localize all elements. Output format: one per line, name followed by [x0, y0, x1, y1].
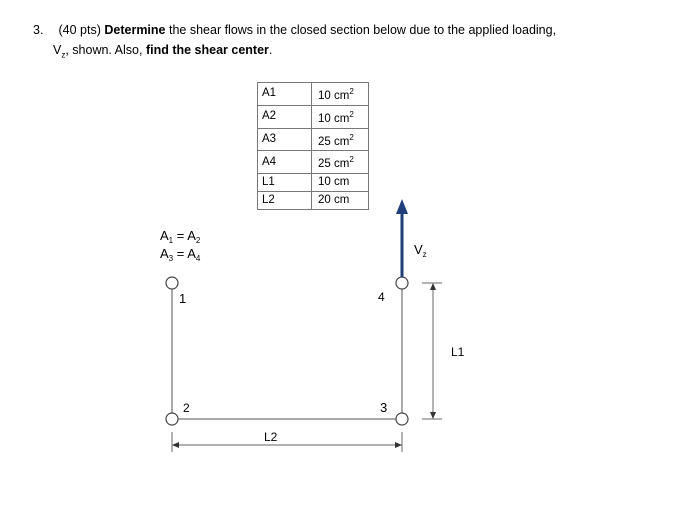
load-label: $V_z$: [414, 242, 427, 259]
boom-3-label: 3: [380, 400, 388, 415]
keyword-determine: Determine: [104, 23, 166, 37]
property-value-text: 20 cm: [318, 194, 350, 207]
unit-superscript: 2: [349, 109, 354, 119]
area-relation-1: $A_1 = A_2$: [160, 228, 201, 245]
load-symbol: V: [53, 43, 62, 57]
boom-2-label: 2: [183, 401, 190, 415]
l2-arrow-left: [172, 442, 179, 448]
boom-2: [166, 413, 178, 425]
boom-4-label: 4: [378, 290, 385, 304]
property-value-text: 10 cm: [318, 176, 350, 189]
unit-superscript: 2: [349, 87, 354, 96]
boom-3: [396, 413, 408, 425]
area-relation-2: $A_3 = A_4$: [160, 246, 201, 263]
property-value-text: 10 cm: [318, 112, 350, 125]
property-key: L2: [258, 192, 312, 210]
property-key: A2: [258, 105, 312, 128]
load-subscript: z: [61, 50, 66, 60]
load-arrow-head: [396, 199, 408, 214]
property-value-text: 25 cm: [318, 158, 350, 171]
problem-text-2: , shown. Also,: [65, 43, 143, 57]
boom-1-label: 1: [179, 291, 187, 306]
l2-arrow-right: [395, 442, 402, 448]
l2-dim-label: L2: [264, 430, 278, 444]
l1-arrow-top: [430, 283, 436, 290]
l1-dim-label: L1: [451, 345, 465, 359]
keyword-find-shear-center: find the shear center: [145, 43, 269, 57]
unit-superscript: 2: [349, 155, 354, 165]
property-value-text: 25 cm: [318, 135, 350, 148]
property-value-text: 10 cm: [318, 89, 350, 102]
boom-1: [166, 277, 178, 289]
problem-points: (40 pts): [58, 23, 101, 37]
l1-arrow-bottom: [430, 412, 436, 419]
property-key: A3: [258, 128, 312, 151]
property-key: L1: [258, 174, 312, 192]
problem-number: 3.: [33, 23, 44, 37]
property-key: A1: [258, 83, 312, 106]
property-key: A4: [258, 151, 312, 174]
problem-text: the shear flows in the closed section below due to the applied loading,: [168, 23, 557, 37]
period: .: [268, 43, 273, 57]
boom-4: [396, 277, 408, 289]
unit-superscript: 2: [349, 132, 354, 142]
